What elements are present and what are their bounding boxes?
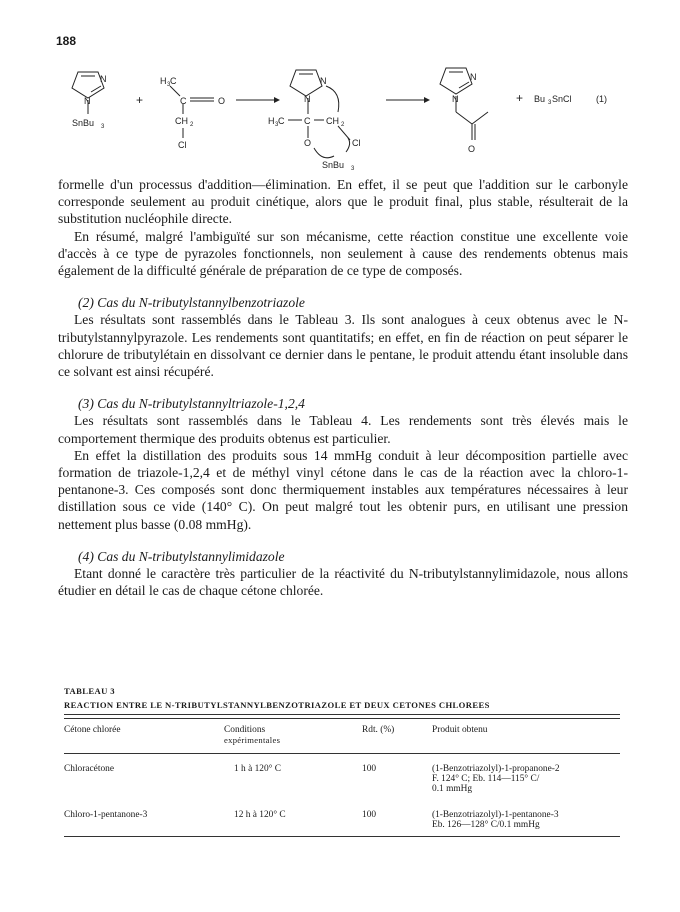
product-properties: Eb. 126—128° C/0.1 mmHg [432, 820, 540, 830]
svg-text:N: N [452, 94, 459, 104]
product-properties-cont: 0.1 mmHg [432, 784, 473, 794]
svg-text:N: N [320, 76, 327, 86]
section-heading-4: (4) Cas du N-tributylstannylimidazole [78, 548, 285, 564]
paragraph-5: En effet la distillation des produits sous 14 mmHg conduit à leur décomposition partielle avec formation de triazole-1,2,4 et de méthyl vinyl cétone dans le cas de la réaction avec la chloro-1-pentanone-3. Ces composés sont donc thermiquement instables aux températures nécessaires à leur distillation sous ce vide (140° C). On peut malgré tout les obtenir purs, en utilisant une pression nettement plus basse (0.08 mmHg). [58, 447, 628, 532]
svg-text:N: N [304, 94, 311, 104]
page-number: 188 [56, 34, 77, 48]
section-heading-2: (2) Cas du N-tributylstannylbenzotriazole [78, 295, 305, 311]
product-name: (1-Benzotriazolyl)-1-pentanone-3 [432, 810, 559, 820]
svg-text:O: O [218, 96, 226, 106]
svg-text:SnBu: SnBu [322, 160, 345, 170]
header-conditions [214, 719, 362, 754]
paragraph-1: formelle d'un processus d'addition—élimination. En effet, il se peut que l'addition sur le carbonyle corresponde seulement au produit cinétique, alors que le produit final, plus stable, résulterait de la substitution nucléophile directe. [58, 177, 628, 227]
table-header-row [64, 719, 620, 754]
table-top-rule [64, 714, 620, 715]
svg-text:O: O [304, 138, 312, 148]
cell-yield: 100 [362, 810, 377, 820]
table-row [64, 800, 620, 837]
svg-text:O: O [468, 144, 476, 154]
section-heading-3: (3) Cas du N-tributylstannyltriazole-1,2,4 [78, 396, 305, 412]
svg-text:Bu: Bu [534, 94, 546, 104]
svg-text:N: N [84, 96, 91, 106]
svg-text:SnBu: SnBu [72, 118, 95, 128]
svg-text:Cl: Cl [352, 138, 361, 148]
reaction-scheme [56, 52, 636, 182]
svg-text:3: 3 [101, 124, 105, 130]
arrow-head-2 [424, 97, 430, 103]
header-ketone: Cétone chlorée [64, 725, 121, 735]
svg-text:(1): (1) [596, 94, 607, 104]
cell-conditions: 1 h à 120° C [234, 764, 281, 774]
svg-text:3: 3 [351, 166, 355, 172]
arrow-head-1 [274, 97, 280, 103]
cell-conditions: 12 h à 120° C [234, 810, 286, 820]
svg-text:N: N [470, 72, 477, 82]
table-3 [64, 686, 620, 837]
svg-text:CH: CH [326, 116, 339, 126]
header-product: Produit obtenu [432, 725, 488, 735]
header-conditions-line2: expérimentales [224, 735, 281, 745]
paragraph-4: Les résultats sont rassemblés dans le Tableau 4. Les rendements sont très élevés mais le comportement thermique des produits obtenus est particulier. [58, 413, 628, 446]
svg-text:Cl: Cl [178, 140, 187, 150]
svg-text:3: 3 [548, 100, 552, 106]
product-properties: F. 124° C; Eb. 114—115° C/ [432, 774, 540, 784]
svg-text:C: C [304, 116, 311, 126]
svg-text:2: 2 [341, 122, 345, 128]
table-title: REACTION ENTRE LE N-TRIBUTYLSTANNYLBENZOTRIAZOLE ET DEUX CETONES CHLOREES [64, 700, 490, 710]
svg-text:3: 3 [167, 82, 171, 88]
cell-product [432, 800, 620, 837]
results-table [64, 719, 620, 837]
paragraph-6: Etant donné le caractère très particulier de la réactivité du N-tributylstannylimidazole, nous allons étudier en détail le cas de chaque cétone chlorée. [58, 566, 628, 599]
svg-text:C: C [278, 116, 285, 126]
paragraph-3: Les résultats sont rassemblés dans le Tableau 3. Ils sont analogues à ceux obtenus avec le N-tributylstannylpyrazole. Les rendements sont quantitatifs; en effet, en fin de réaction on peut séparer le chlorure de tributylétain en dissolvant ce dernier dans le pentane, le produit attendu étant insoluble dans ce solvant est ainsi récupéré. [58, 312, 628, 380]
product-name: (1-Benzotriazolyl)-1-propanone-2 [432, 764, 560, 774]
svg-text:+: + [136, 93, 144, 107]
table-label: TABLEAU 3 [64, 686, 115, 696]
body-text [58, 176, 628, 599]
svg-text:C: C [180, 96, 187, 106]
svg-text:H: H [160, 76, 167, 86]
cell-yield: 100 [362, 764, 377, 774]
svg-text:H: H [268, 116, 275, 126]
header-conditions-line1: Conditions [224, 725, 266, 735]
paragraph-2: En résumé, malgré l'ambiguïté sur son mécanisme, cette réaction constitue une excellente voie d'accès à ce type de pyrazoles fonctionnels, non seulement à cause des rendements obtenus mais également de la difficulté générale de préparation de ce type de composés. [58, 228, 628, 279]
header-yield: Rdt. (%) [362, 725, 395, 735]
svg-text:N: N [100, 74, 107, 84]
svg-text:C: C [170, 76, 177, 86]
cell-ketone: Chloracétone [64, 764, 114, 774]
svg-text:SnCl: SnCl [552, 94, 572, 104]
svg-text:2: 2 [190, 122, 194, 128]
svg-text:+: + [516, 91, 524, 105]
svg-text:3: 3 [275, 122, 279, 128]
svg-text:CH: CH [175, 116, 188, 126]
cell-product [432, 754, 620, 801]
cell-ketone: Chloro-1-pentanone-3 [64, 810, 148, 820]
table-row [64, 754, 620, 801]
